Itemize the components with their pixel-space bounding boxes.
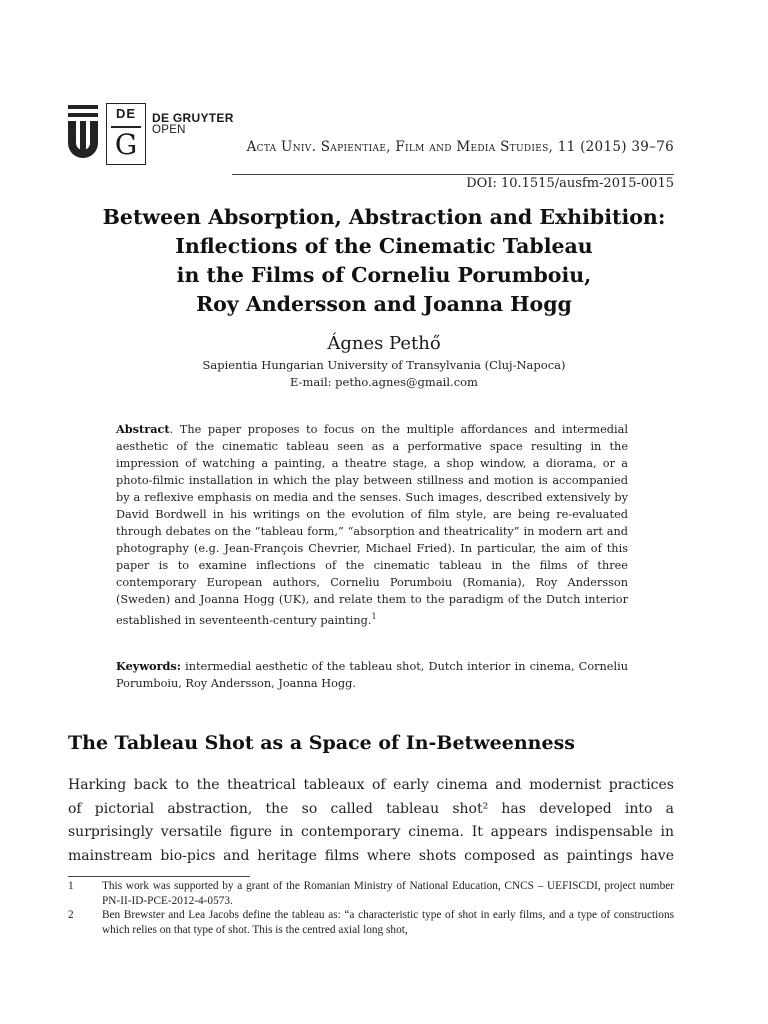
section-heading: The Tableau Shot as a Space of In-Betweenness — [68, 732, 575, 754]
abstract-label: Abstract — [116, 422, 170, 436]
publisher-name — [152, 112, 234, 136]
keywords-label: Keywords: — [116, 659, 181, 673]
keywords — [116, 658, 628, 692]
body-line: surprisingly versatile figure in contemporary cinema. It appears indispensable in — [68, 824, 674, 840]
paper-title — [40, 203, 728, 319]
header-divider — [232, 174, 674, 175]
title-line: Between Absorption, Abstraction and Exhibition: — [102, 205, 666, 229]
footnote — [68, 908, 674, 937]
logo-g-text: G — [114, 128, 138, 161]
footnote-number: 2 — [68, 909, 74, 921]
author-name: Ágnes Pethő — [327, 333, 441, 354]
author-affiliation-block — [0, 357, 768, 391]
footnote-divider — [68, 876, 250, 877]
title-line: Inflections of the Cinematic Tableau — [175, 234, 593, 258]
body-paragraph — [68, 774, 674, 868]
footnote-ref-1[interactable]: 1 — [371, 612, 377, 621]
degruyter-mark-icon — [68, 103, 98, 165]
title-line: Roy Andersson and Joanna Hogg — [196, 292, 572, 316]
affiliation: Sapientia Hungarian University of Transylvania (Cluj-Napoca) — [202, 358, 566, 372]
footnote-text: This work was supported by a grant of the Romanian Ministry of National Education, CNCS – UEFISCDI, project number PN-II-ID-PCE-2012-4-0573. — [102, 880, 674, 907]
footnote-number: 1 — [68, 880, 74, 892]
footnote — [68, 879, 674, 908]
title-line: in the Films of Corneliu Porumboiu, — [176, 263, 592, 287]
publisher-logo — [68, 103, 234, 165]
author-email: E-mail: petho.agnes@gmail.com — [290, 375, 478, 389]
footnote-text: Ben Brewster and Lea Jacobs define the tableau as: “a characteristic type of shot in early films, and a type of constructions which relies on that type of shot. This is the centred axial long shot, — [102, 909, 674, 936]
de-g-box-logo — [106, 103, 146, 165]
logo-de-text: DE — [115, 106, 137, 121]
publisher-name-line2: OPEN — [152, 124, 186, 136]
body-line: Harking back to the theatrical tableaux of early cinema and modernist practices — [68, 777, 674, 793]
doi: DOI: 10.1515/ausfm-2015-0015 — [466, 176, 674, 191]
keywords-text: intermedial aesthetic of the tableau shot, Dutch interior in cinema, Corneliu Porumboiu, Roy Andersson, Joanna Hogg. — [116, 660, 628, 690]
publisher-name-line1: DE GRUYTER — [152, 111, 234, 125]
journal-citation: Acta Univ. Sapientiae, Film and Media Studies, 11 (2015) 39–76 — [246, 139, 674, 155]
body-line: mainstream bio-pics and heritage films where shots composed as paintings have — [68, 847, 674, 864]
body-line: of pictorial abstraction, the so called tableau shot² has developed into a — [68, 800, 674, 817]
abstract — [116, 421, 628, 629]
abstract-text: . The paper proposes to focus on the multiple affordances and intermedial aesthetic of the cinematic tableau seen as a performative space resulting in the impression of watching a painting, a theatre stage, a shop window, a diorama, or a photo-filmic installation in which the play between stillness and motion is accompanied by a reflexive emphasis on media and the senses. Such images, described extensively by David Bordwell in his writings on the evolution of film style, are being re-evaluated through debates on the “tableau form,” “absorption and theatricality” in modern art and photography (e.g. Jean-François Chevrier, Michael Fried). In particular, the aim of this paper is to examine inflections of the cinematic tableau in the films of three contemporary European authors, Corneliu Porumboiu (Romania), Roy Andersson (Sweden) and Joanna Hogg (UK), and relate them to the paradigm of the Dutch interior established in seventeenth-century painting. — [116, 423, 628, 627]
